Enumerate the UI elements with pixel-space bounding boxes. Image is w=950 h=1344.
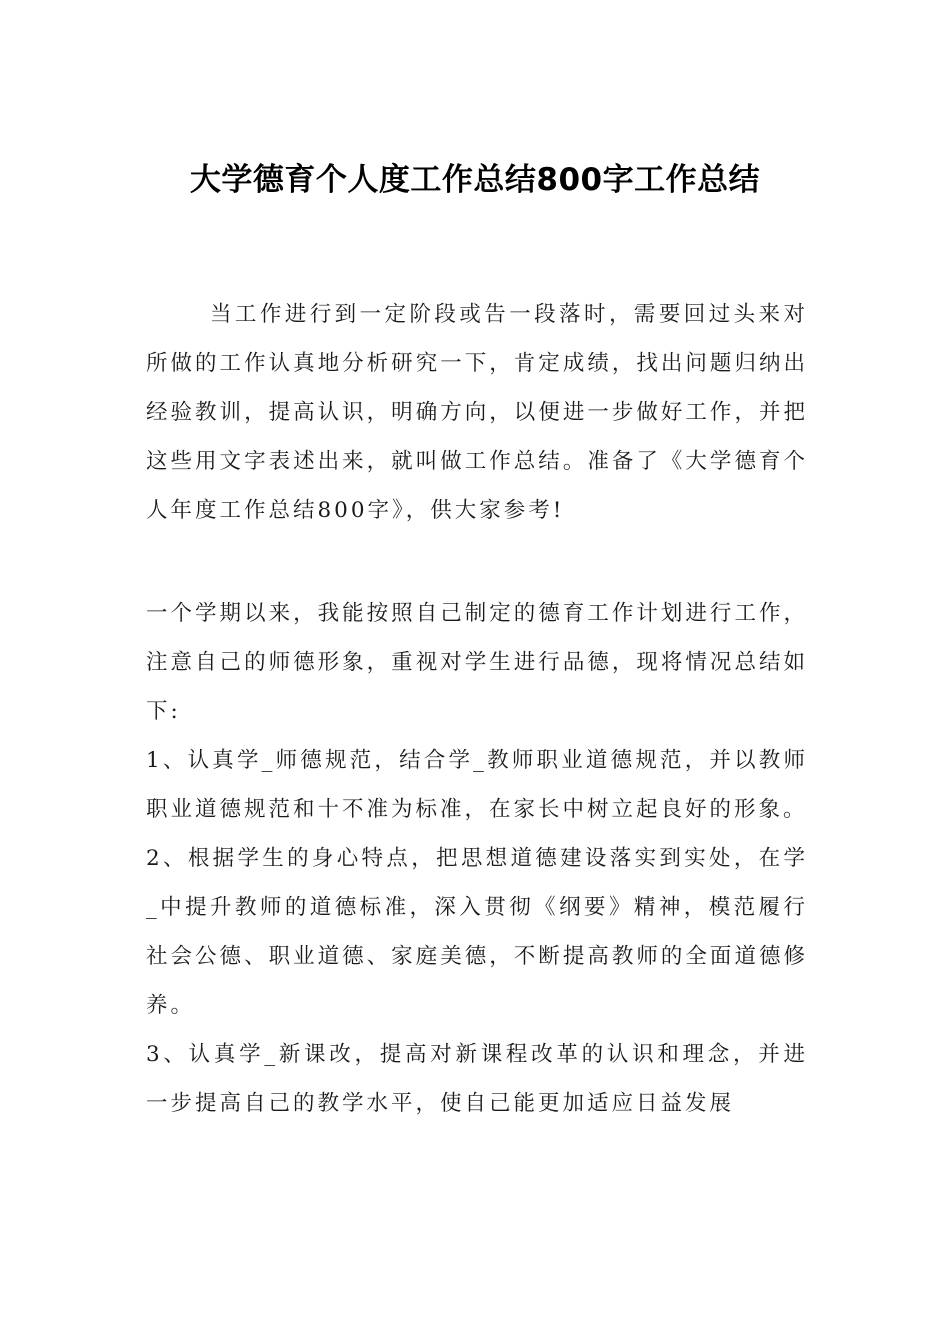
list-item: 3、认真学_新课改，提高对新课程改革的认识和理念，并进一步提高自己的教学水平，使自己能更加适应日益发展 <box>146 1042 808 1116</box>
document-title: 大学德育个人度工作总结800字工作总结 <box>189 162 761 198</box>
intro-paragraph: 当工作进行到一定阶段或告一段落时，需要回过头来对所做的工作认真地分析研究一下，肯定成绩，找出问题归纳出经验教训，提高认识，明确方向，以便进一步做好工作，并把这些用文字表述出来，就叫做工作总结。准备了《大学德育个人年度工作总结800字》，供大家参考! <box>146 302 808 523</box>
list-item: 2、根据学生的身心特点，把思想道德建设落实到实处，在学_中提升教师的道德标准，深入贯彻《纲要》精神，模范履行社会公德、职业道德、家庭美德，不断提高教师的全面道德修养。 <box>146 846 808 1018</box>
opening-paragraph: 一个学期以来，我能按照自己制定的德育工作计划进行工作，注意自己的师德形象，重视对学生进行品德，现将情况总结如下: <box>146 601 808 724</box>
list-item: 1、认真学_师德规范，结合学_教师职业道德规范，并以教师职业道德规范和十不准为标准，在家长中树立起良好的形象。 <box>146 748 808 822</box>
paragraph-spacer <box>146 535 808 589</box>
document-body <box>146 290 808 1128</box>
